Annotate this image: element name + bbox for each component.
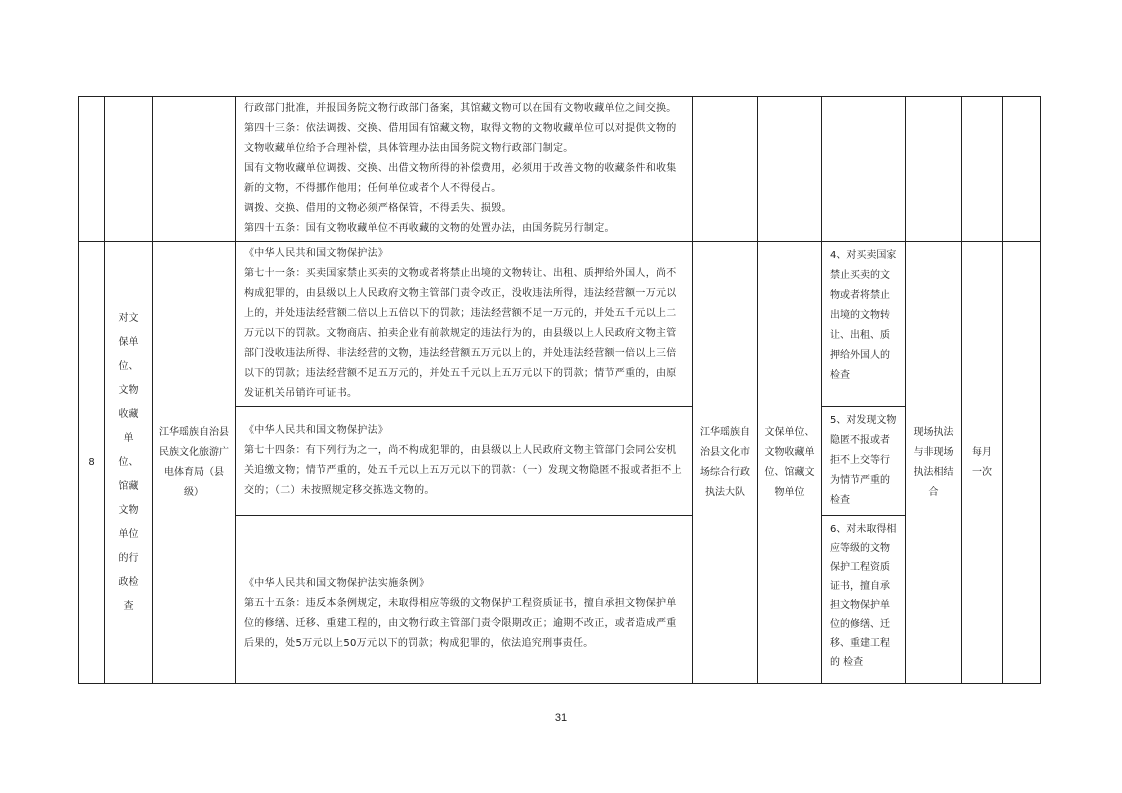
- legal-basis-2: [236, 407, 693, 516]
- law-line: 第四十三条：依法调拨、交换、借用国有馆藏文物，取得文物的文物收藏单位可以对提供文物的文物收藏单位给予合理补偿，具体管理办法由国务院文物行政部门制定。: [244, 123, 677, 154]
- law-line: 国有文物收藏单位调拨、交换、出借文物所得的补偿费用，必须用于改善文物的收藏条件和收集新的文物，不得挪作他用；任何单位或者个人不得侵占。: [244, 163, 677, 194]
- method-cell-empty: [906, 97, 962, 242]
- check-item-4: 4、对买卖国家禁止买卖的文物或者将禁止出境的文物转让、出租、质押给外国人的检查: [822, 242, 906, 407]
- target-cell-empty: [758, 97, 822, 242]
- frequency-cell-empty: [962, 97, 1003, 242]
- law-line: 调拨、交换、借用的文物必须严格保管，不得丢失、损毁。: [244, 203, 512, 214]
- law-text: 第七十四条：有下列行为之一，尚不构成犯罪的，由县级以上人民政府文物主管部门会同公安机关追缴文物；情节严重的，处五千元以上五万元以下的罚款：（一）发现文物隐匿不报或者拒不上交的；（二）未按照规定移交拣选文物的。: [244, 445, 682, 496]
- continued-row: [79, 97, 1041, 242]
- check-item-cell-empty: [822, 97, 906, 242]
- target: 文保单位、文物收藏单位、馆藏文物单位: [758, 242, 822, 684]
- law-title: 《中华人民共和国文物保护法》: [244, 425, 389, 436]
- authority-cell-empty: [153, 97, 236, 242]
- enforcer-cell-empty: [693, 97, 758, 242]
- legal-basis-3: [236, 516, 693, 684]
- law-line: 行政部门批准，并报国务院文物行政部门备案，其馆藏文物可以在国有文物收藏单位之间交换。: [244, 103, 677, 114]
- legal-basis-1: [236, 242, 693, 407]
- check-item-5: 5、对发现文物隐匿不报或者拒不上交等行为情节严重的检查: [822, 407, 906, 516]
- row-number-cell-empty: [79, 97, 105, 242]
- law-title: 《中华人民共和国文物保护法实施条例》: [244, 577, 430, 589]
- law-text: 第七十一条：买卖国家禁止买卖的文物或者将禁止出境的文物转让、出租、质押给外国人，尚不构成犯罪的，由县级以上人民政府文物主管部门责令改正，没收违法所得，违法经营额一万元以上的，并处违法经营额二倍以上五倍以下的罚款；违法经营额不足一万元的，并处五千元以上二万元以下的罚款。文物商店、拍卖企业有前款规定的违法行为的，由县级以上人民政府文物主管部门没收违法所得、非法经营的文物，违法经营额五万元以上的，并处违法经营额一倍以上三倍以下的罚款；违法经营额不足五万元的，并处五千元以上五万元以下的罚款；情节严重的，由原发证机关吊销许可证书。: [244, 268, 677, 399]
- legal-basis-continued: [236, 97, 693, 242]
- remark-cell-empty: [1003, 97, 1041, 242]
- law-text: 第五十五条：违反本条例规定，未取得相应等级的文物保护工程资质证书，擅自承担文物保护单位的修缮、迁移、重建工程的，由文物行政主管部门责令限期改正；逾期不改正，或者造成严重后果的，处5万元以上50万元以下的罚款；构成犯罪的，依法追究刑事责任。: [244, 597, 677, 649]
- remark-cell: [1003, 242, 1041, 684]
- enforcer: 江华瑶族自治县文化市场综合行政执法大队: [693, 242, 758, 684]
- item-name-cell-empty: [105, 97, 153, 242]
- item-name: 对文保单位、文物收藏单位、馆藏文物单位的行政检查: [105, 242, 153, 684]
- row-number: 8: [79, 242, 105, 684]
- page-number: 31: [554, 712, 568, 724]
- authority: 江华瑶族自治县民族文化旅游广电体育局（县级）: [153, 242, 236, 684]
- law-line: 第四十五条：国有文物收藏单位不再收藏的文物的处置办法，由国务院另行制定。: [244, 223, 615, 234]
- regulation-table: [78, 96, 1041, 684]
- law-title: 《中华人民共和国文物保护法》: [244, 248, 389, 259]
- method: 现场执法与非现场执法相结合: [906, 242, 962, 684]
- frequency: 每月一次: [962, 242, 1003, 684]
- check-item-6: 6、对未取得相应等级的文物保护工程资质证书，擅自承担文物保护单位的修缮、迁移、重建工程的 检查: [822, 516, 906, 684]
- table-row: [79, 242, 1041, 407]
